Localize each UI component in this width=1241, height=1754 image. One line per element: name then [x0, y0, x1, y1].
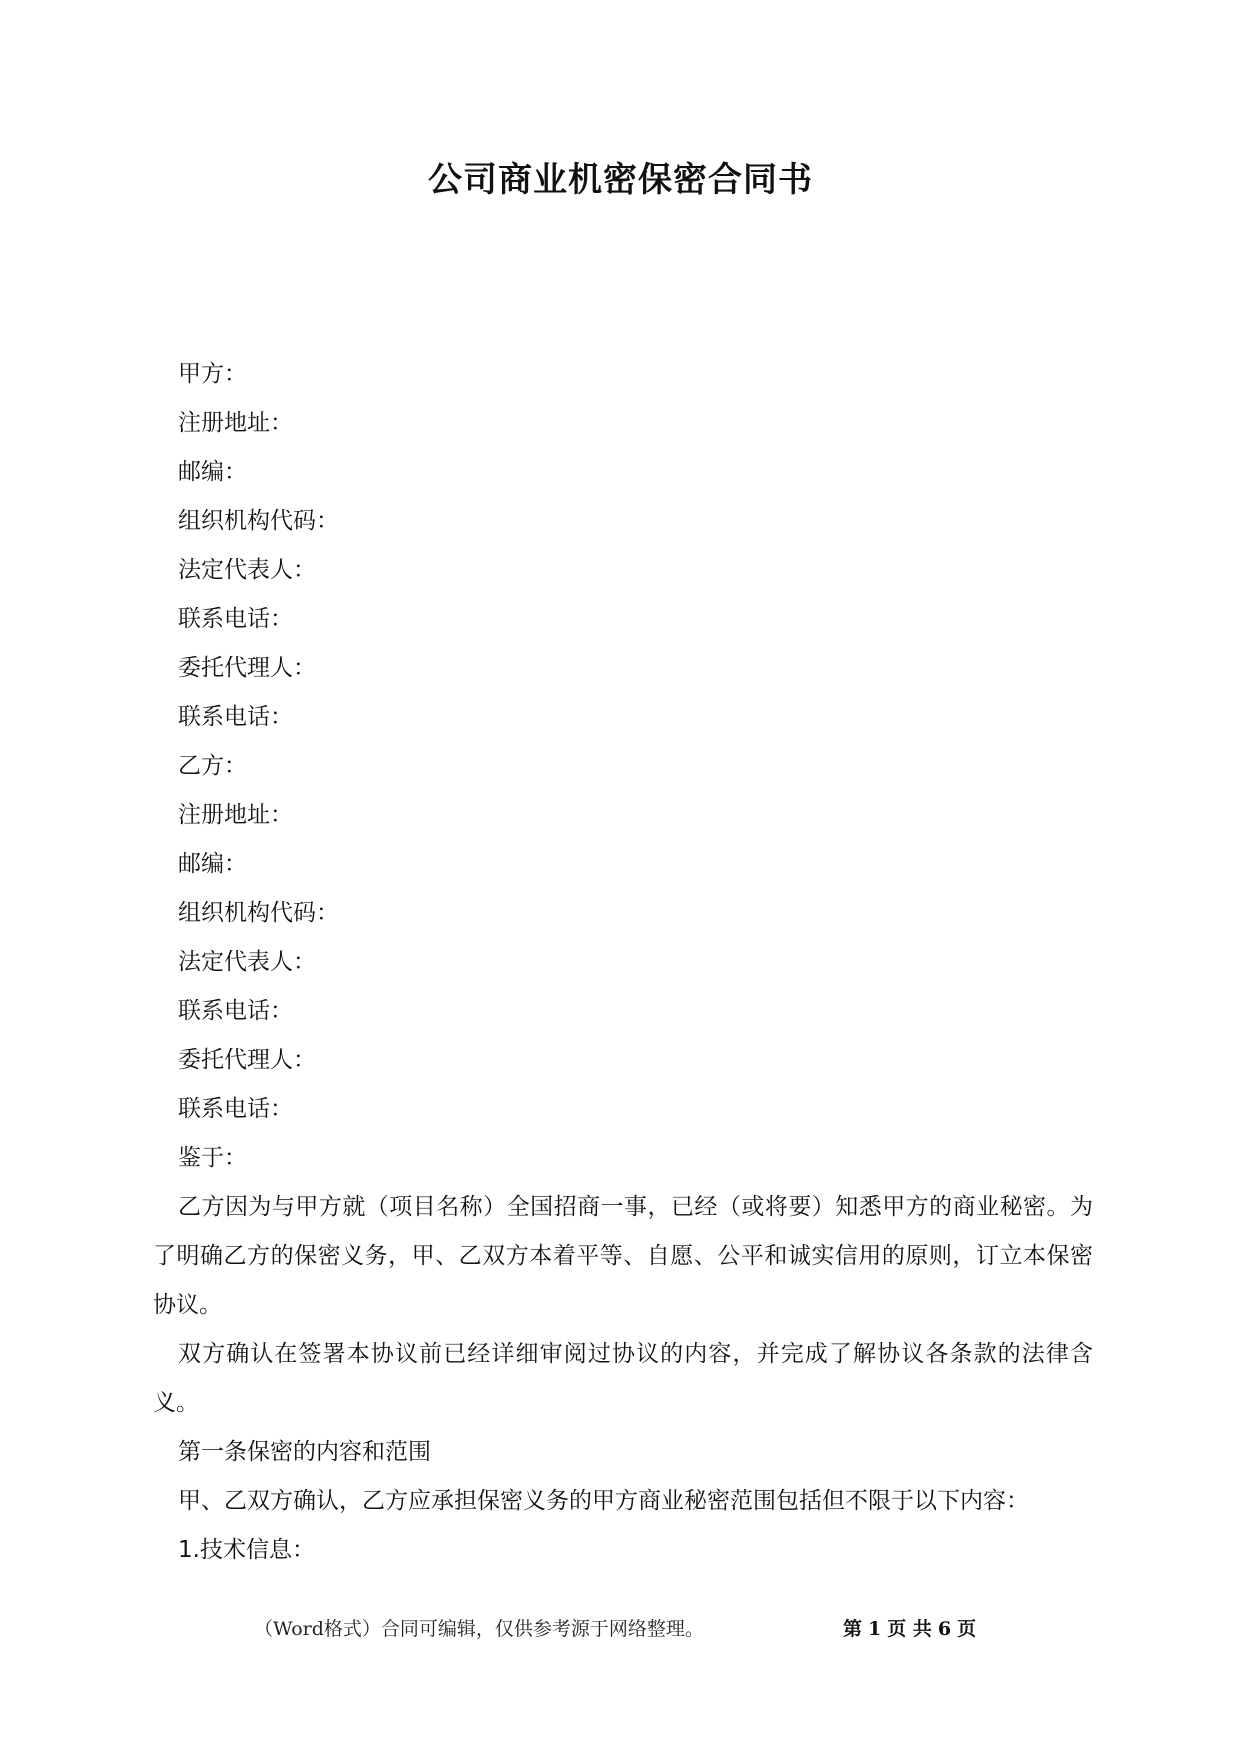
page-current: 1	[868, 1618, 882, 1640]
field-party-b-agent-phone: 联系电话：	[178, 1096, 293, 1122]
field-party-b-agent: 委托代理人：	[178, 1047, 316, 1073]
page-label-mid: 页 共	[887, 1618, 932, 1640]
page-footer	[0, 1614, 1241, 1644]
field-party-b-phone: 联系电话：	[178, 998, 293, 1024]
field-party-a-phone: 联系电话：	[178, 606, 293, 632]
section-heading: 第一条保密的内容和范围	[178, 1439, 431, 1465]
document-title: 公司商业机密保密合同书	[428, 160, 813, 200]
paragraph-recital: 乙方因为与甲方就（项目名称）全国招商一事，已经（或将要）知悉甲方的商业秘密。为了明确乙方的保密义务，甲、乙双方本着平等、自愿、公平和诚实信用的原则，订立本保密协议。	[153, 1194, 1093, 1318]
section-intro: 甲、乙双方确认，乙方应承担保密义务的甲方商业秘密范围包括但不限于以下内容：	[178, 1488, 1029, 1514]
field-party-a: 甲方：	[178, 361, 247, 387]
page-label-prefix: 第	[843, 1618, 863, 1640]
field-party-b-postcode: 邮编：	[178, 851, 247, 877]
field-whereas: 鉴于：	[178, 1145, 247, 1171]
field-party-a-agent: 委托代理人：	[178, 655, 316, 681]
field-party-a-legal-rep: 法定代表人：	[178, 557, 316, 583]
field-party-b: 乙方：	[178, 753, 247, 779]
field-party-a-agent-phone: 联系电话：	[178, 704, 293, 730]
paragraph-confirmation: 双方确认在签署本协议前已经详细审阅过协议的内容，并完成了解协议各条款的法律含义。	[153, 1341, 1093, 1416]
field-party-a-address: 注册地址：	[178, 410, 293, 436]
page-number	[840, 1614, 979, 1644]
footer-note: （Word格式）合同可编辑，仅供参考源于网络整理。	[254, 1618, 704, 1640]
field-party-b-org-code: 组织机构代码：	[178, 900, 339, 926]
page-label-suffix: 页	[957, 1618, 977, 1640]
list-item: 1.技术信息：	[178, 1537, 315, 1563]
field-party-b-address: 注册地址：	[178, 802, 293, 828]
field-party-a-postcode: 邮编：	[178, 459, 247, 485]
field-party-a-org-code: 组织机构代码：	[178, 508, 339, 534]
field-party-b-legal-rep: 法定代表人：	[178, 949, 316, 975]
document-body	[153, 350, 1093, 1575]
page-total: 6	[937, 1618, 952, 1640]
